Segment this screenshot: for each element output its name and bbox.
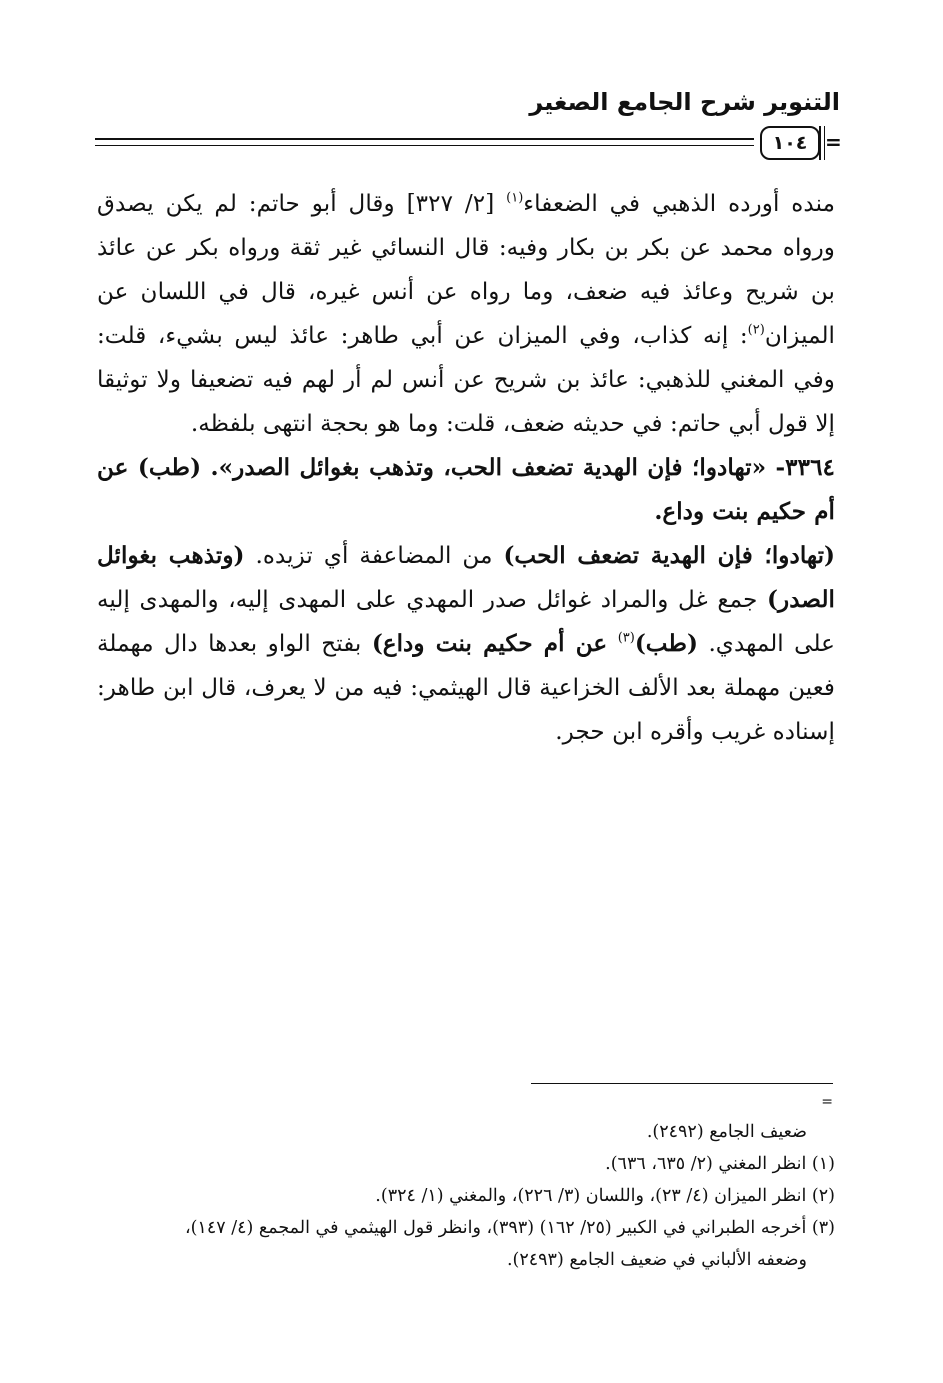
hadith-number: ٣٣٦٤- [766, 454, 835, 481]
text-segment: جمع غل والمراد غوائل صدر المهدي على المهدى إليه، والمهدى إليه على المهدي. [97, 586, 836, 657]
footnote-rule [531, 1083, 833, 1084]
text-segment: بفتح الواو بعدها دال مهملة فعين مهملة بعد الألف الخزاعية قال الهيثمي: فيه من لا يعرف، قال ابن طاهر: إسناده غريب وأقره ابن حجر. [97, 630, 835, 745]
footnote-2: (٢) انظر الميزان (٤/ ٢٣)، واللسان (٣/ ٢٢٦)، والمغني (١/ ٣٢٤). [375, 1186, 835, 1206]
quoted-phrase: (تهادوا؛ فإن الهدية تضعف الحب) [503, 542, 835, 569]
quoted-narrator: عن أم حكيم بنت وداع) [371, 630, 608, 657]
hadith-text: «تهادوا؛ فإن الهدية تضعف الحب، وتذهب بغوائل الصدر». (طب) عن أم حكيم بنت وداع. [97, 454, 835, 525]
page-continuation-mark: = [825, 130, 842, 154]
footnote-3: (٣) أخرجه الطبراني في الكبير (٢٥/ ١٦٢) (٣٩٣)، وانظر قول الهيثمي في المجمع (٤/ ١٤٧)، [184, 1218, 835, 1238]
footnote-ref-1: (١) [506, 190, 524, 206]
text-segment: : إنه كذاب، وفي الميزان عن أبي طاهر: عائذ ليس بشيء، قلت: وفي المغني للذهبي: عائذ بن شريح عن أنس لم أر لهم فيه تضعيفا ولا توثيقا إلا قول أبي حاتم: في حديثه ضعف، قلت: وما هو بحجة انتهى بلفظه. [97, 322, 835, 437]
footnotes [97, 1116, 835, 1276]
text-segment: من المضاعفة أي تزيده. [244, 542, 504, 569]
paragraph-commentary-continued [97, 182, 835, 446]
source-code: (طب) [634, 630, 698, 657]
page-number-box [760, 126, 820, 160]
text-segment: منده أورده الذهبي في الضعفاء [523, 190, 836, 217]
footnote-1: (١) انظر المغني (٢/ ٦٣٥، ٦٣٦). [605, 1154, 835, 1174]
footnote-ref-2: (٢) [747, 322, 765, 338]
footnote-continuation-mark: = [821, 1094, 833, 1110]
paragraph-commentary [97, 534, 835, 754]
footnote-carryover: ضعيف الجامع (٢٤٩٢). [646, 1122, 807, 1142]
hadith-entry [97, 446, 835, 534]
running-title: التنوير شرح الجامع الصغير [529, 88, 840, 116]
page-number: ١٠٤ [772, 132, 808, 154]
footnote-ref-3: (٣) [617, 630, 635, 646]
header-rule [95, 138, 754, 146]
quoted-phrase: (وتذهب بغوائل الصدر) [97, 542, 835, 613]
main-text [97, 182, 835, 754]
text-segment: [٢/ ٣٢٧] وقال أبو حاتم: لم يكن يصدق ورواه محمد عن بكر بن بكار وفيه: قال النسائي غير ثقة ورواه بكر عن عائذ بن شريح وعائذ فيه ضعف، وما رواه عن أنس غيره، قال في اللسان عن الميزان [97, 190, 835, 349]
text-space [607, 630, 617, 657]
footnote-3-continued: وضعفه الألباني في ضعيف الجامع (٢٤٩٣). [506, 1250, 807, 1270]
